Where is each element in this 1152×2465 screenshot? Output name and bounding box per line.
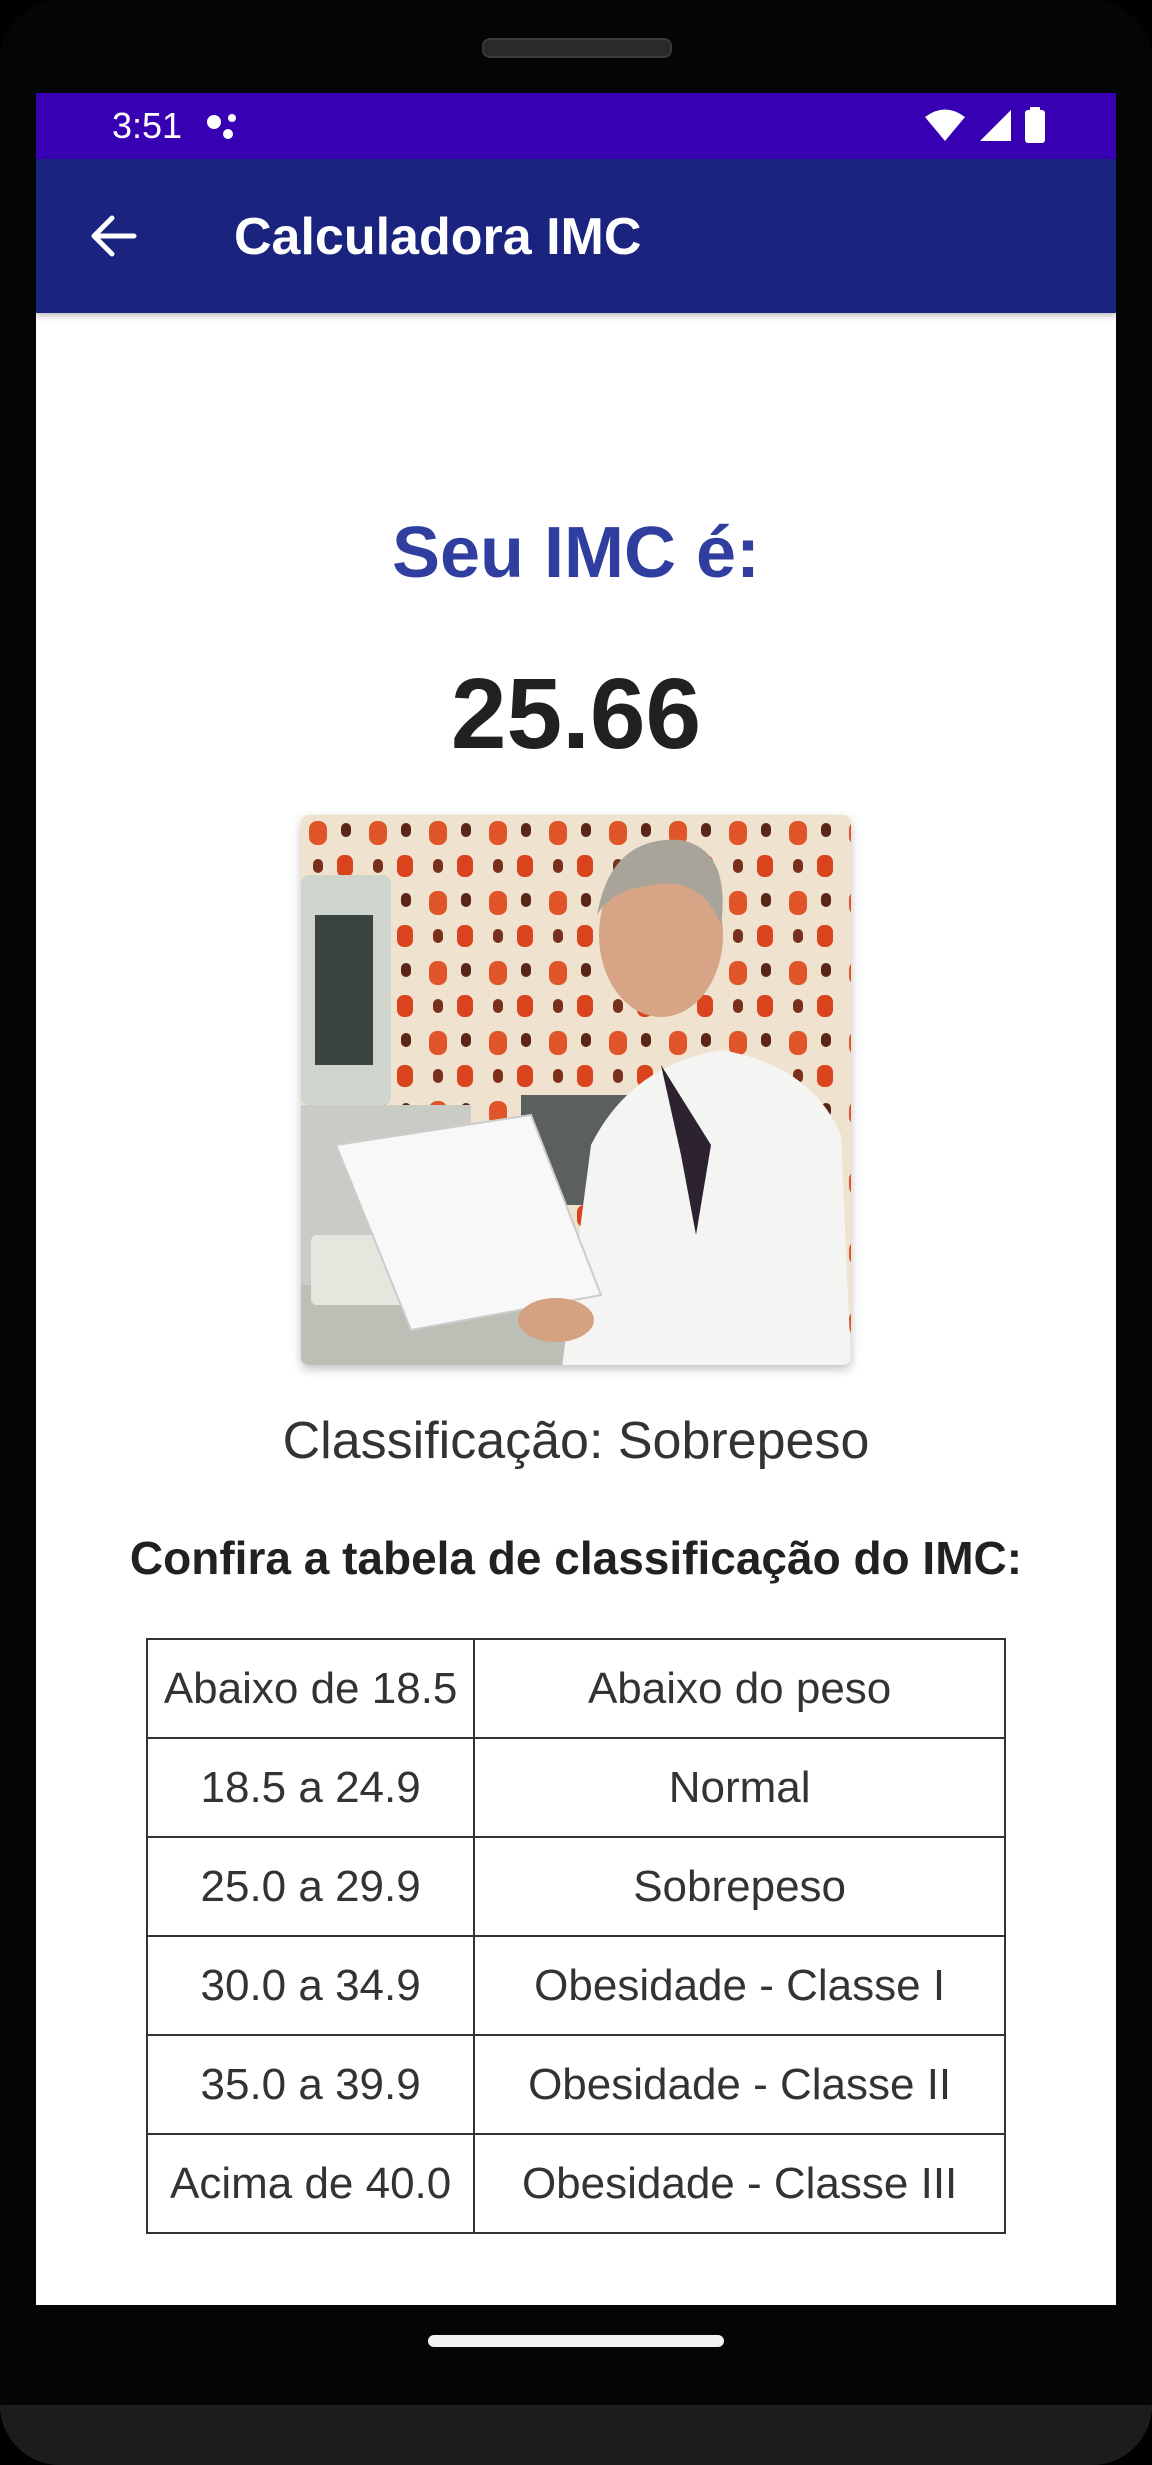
- range-cell: 30.0 a 34.9: [147, 1936, 474, 2035]
- table-heading: Confira a tabela de classificação do IMC:: [129, 1532, 1023, 1584]
- arrow-back-icon: [88, 214, 138, 258]
- status-time: 3:51: [112, 105, 183, 146]
- notification-dots-icon: [206, 111, 246, 141]
- range-cell: Abaixo de 18.5: [147, 1639, 474, 1738]
- app-screen: [36, 93, 1116, 2305]
- range-cell: Acima de 40.0: [147, 2134, 474, 2233]
- phone-chin: [0, 2405, 1152, 2465]
- classification-text: Classificação: Sobrepeso: [282, 1412, 870, 1470]
- doctor-photo: [301, 815, 851, 1365]
- app-bar-title: Calculadora IMC: [234, 208, 642, 266]
- back-button[interactable]: [76, 199, 150, 273]
- table-row: [147, 2035, 1005, 2134]
- class-cell: Obesidade - Classe III: [474, 2134, 1005, 2233]
- imc-label: Seu IMC é:: [391, 513, 761, 593]
- cellular-signal-icon: [978, 108, 1012, 142]
- status-bar: [36, 93, 1116, 159]
- table-row: [147, 1936, 1005, 2035]
- table-row: [147, 2134, 1005, 2233]
- class-cell: Sobrepeso: [474, 1837, 1005, 1936]
- class-cell: Abaixo do peso: [474, 1639, 1005, 1738]
- class-cell: Obesidade - Classe II: [474, 2035, 1005, 2134]
- class-cell: Normal: [474, 1738, 1005, 1837]
- battery-icon: [1024, 107, 1046, 143]
- imc-classification-table: [146, 1638, 1006, 2234]
- table-row: [147, 1738, 1005, 1837]
- app-bar: [36, 159, 1116, 313]
- table-row: [147, 1837, 1005, 1936]
- range-cell: 25.0 a 29.9: [147, 1837, 474, 1936]
- class-cell: Obesidade - Classe I: [474, 1936, 1005, 2035]
- home-gesture-bar[interactable]: [428, 2335, 724, 2347]
- range-cell: 35.0 a 39.9: [147, 2035, 474, 2134]
- wifi-icon: [924, 108, 966, 142]
- table-row: [147, 1639, 1005, 1738]
- imc-value: 25.66: [450, 658, 702, 770]
- range-cell: 18.5 a 24.9: [147, 1738, 474, 1837]
- status-icons: [924, 107, 1046, 143]
- earpiece-speaker: [482, 38, 672, 58]
